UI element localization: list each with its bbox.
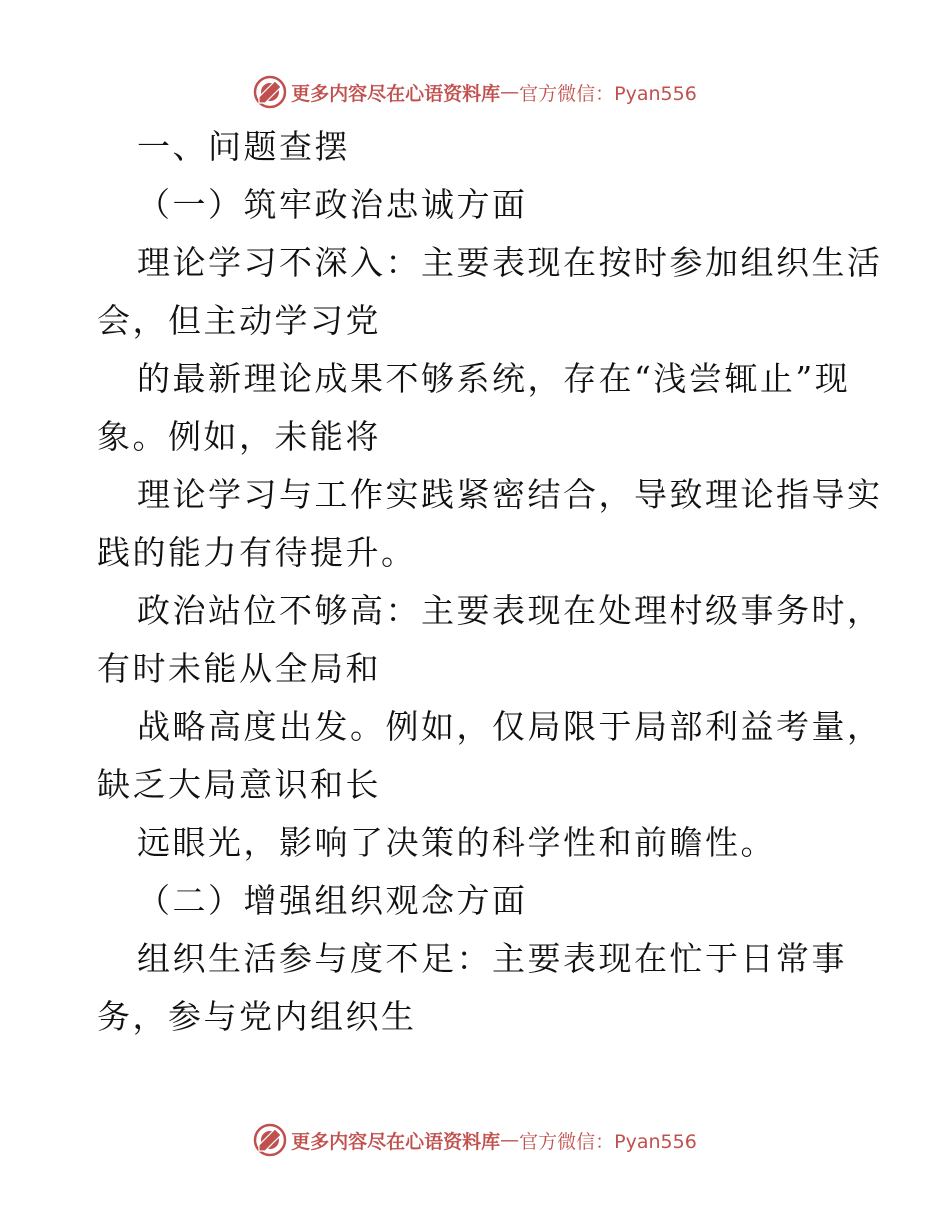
watermark-title: 更多内容尽在心语资料库 xyxy=(291,82,501,105)
text-line: 的最新理论成果不够系统，存在“浅尝辄止”现 xyxy=(137,359,851,398)
text-line: 远眼光，影响了决策的科学性和前瞻性。 xyxy=(137,823,776,862)
text-line: 会，但主动学习党 xyxy=(97,301,381,340)
text-line: 务，参与党内组织生 xyxy=(97,997,417,1036)
text-line: 组织生活参与度不足：主要表现在忙于日常事 xyxy=(137,939,847,978)
text-line: 理论学习不深入：主要表现在按时参加组织生活 xyxy=(137,243,883,282)
document-body xyxy=(97,118,883,1046)
text-line: 缺乏大局意识和长 xyxy=(97,765,381,804)
text-line: 象。例如，未能将 xyxy=(97,417,381,456)
text-line: 一、问题查摆 xyxy=(137,127,350,166)
text-line: 理论学习与工作实践紧密结合，导致理论指导实 xyxy=(137,475,883,514)
pen-logo-icon xyxy=(253,1123,287,1157)
header-watermark xyxy=(0,72,950,112)
text-line: （一）筑牢政治忠诚方面 xyxy=(137,185,528,224)
text-line: 政治站位不够高：主要表现在处理村级事务时， xyxy=(137,591,883,630)
watermark-wechat: 官方微信：Pyan556 xyxy=(519,1130,697,1153)
watermark-dash: — xyxy=(500,1129,520,1151)
watermark-title: 更多内容尽在心语资料库 xyxy=(291,1130,501,1153)
pen-logo-icon xyxy=(253,75,287,109)
watermark-wechat: 官方微信：Pyan556 xyxy=(519,82,697,105)
text-line: 战略高度出发。例如，仅局限于局部利益考量， xyxy=(137,707,883,746)
text-line: 有时未能从全局和 xyxy=(97,649,381,688)
footer-watermark xyxy=(0,1120,950,1160)
text-line: （二）增强组织观念方面 xyxy=(137,881,528,920)
watermark-dash: — xyxy=(500,81,520,103)
text-line: 践的能力有待提升。 xyxy=(97,533,417,572)
